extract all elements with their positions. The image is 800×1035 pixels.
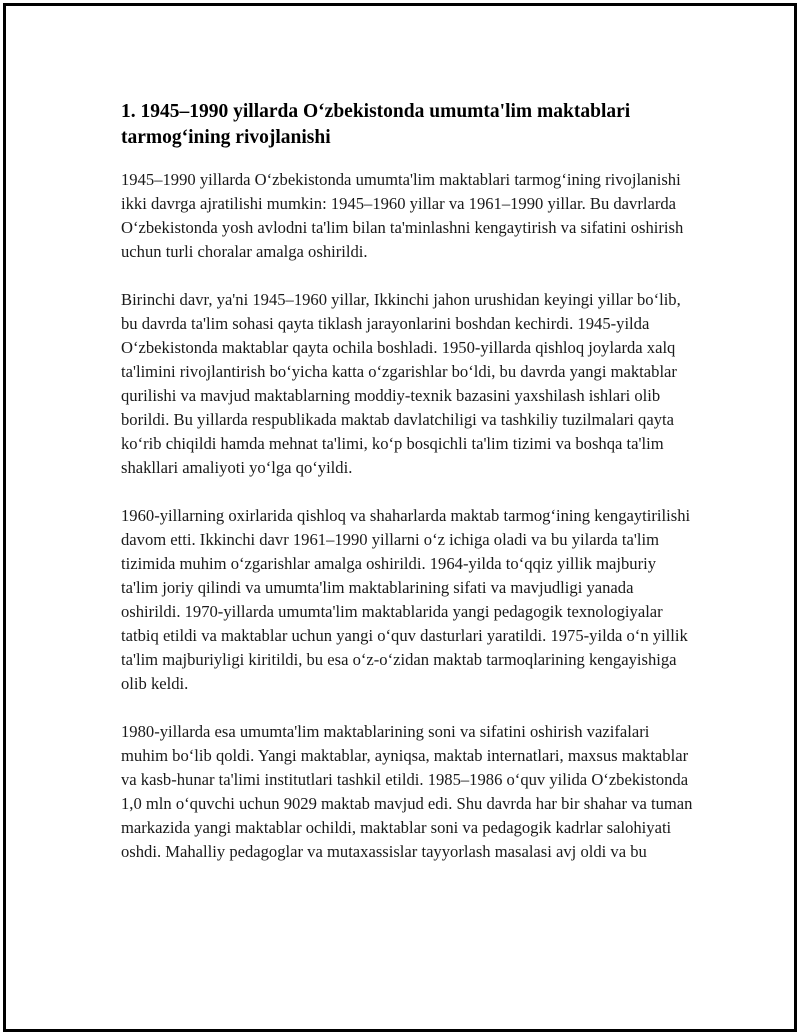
section-heading: 1. 1945–1990 yillarda O‘zbekistonda umumta'lim maktablari tarmog‘ining rivojlanishi: [121, 101, 631, 148]
document-body: [121, 99, 696, 888]
paragraph-intro: 1945–1990 yillarda O‘zbekistonda umumta'lim maktablari tarmog‘ining rivojlanishi ikki davrga ajratilishi mumkin: 1945–1960 yillar va 1961–1990 yillar. Bu davrlarda O‘zbekistonda yosh avlodni ta'lim bilan ta'minlashni kengaytirish va sifatini oshirish uchun turli choralar amalga oshirildi.: [121, 170, 684, 261]
paragraph-1980s: 1980-yillarda esa umumta'lim maktablarining soni va sifatini oshirish vazifalari muhim bo‘lib qoldi. Yangi maktablar, ayniqsa, maktab internatlari, maxsus maktablar va kasb-hunar ta'limi institutlari tashkil etildi. 1985–1986 o‘quv yilida O‘zbekistonda 1,0 mln o‘quvchi uchun 9029 maktab mavjud edi. Shu davrda har bir shahar va tuman markazida yangi maktablar ochildi, maktablar soni va pedagogik kadrlar salohiyati oshdi. Mahalliy pedagoglar va mutaxassislar tayyorlash masalasi avj oldi va bu: [121, 722, 693, 861]
page-frame: [3, 3, 797, 1032]
paragraph-first-period: Birinchi davr, ya'ni 1945–1960 yillar, Ikkinchi jahon urushidan keyingi yillar bo‘lib, bu davrda ta'lim sohasi qayta tiklash jarayonlarini boshdan kechirdi. 1945-yilda O‘zbekistonda maktablar qayta ochila boshladi. 1950-yillarda qishloq joylarda xalq ta'limini rivojlantirish bo‘yicha katta o‘zgarishlar bo‘ldi, bu davrda yangi maktablar qurilishi va mavjud maktablarning moddiy-texnik bazasini yaxshilash ishlari olib borildi. Bu yillarda respublikada maktab davlatchiligi va tashkiliy tuzilmalari qayta ko‘rib chiqildi hamda mehnat ta'limi, ko‘p bosqichli ta'lim tizimi va boshqa ta'lim shakllari amaliyoti yo‘lga qo‘yildi.: [121, 290, 681, 477]
paragraph-second-period: 1960-yillarning oxirlarida qishloq va shaharlarda maktab tarmog‘ining kengaytirilishi davom etti. Ikkinchi davr 1961–1990 yillarni o‘z ichiga oladi va bu yilarda ta'lim tizimida muhim o‘zgarishlar amalga oshirildi. 1964-yilda to‘qqiz yillik majburiy ta'lim joriy qilindi va umumta'lim maktablarining sifati va mavjudligi yanada oshirildi. 1970-yillarda umumta'lim maktablarida yangi pedagogik texnologiyalar tatbiq etildi va maktablar uchun yangi o‘quv dasturlari yaratildi. 1975-yilda o‘n yillik ta'lim majburiyligi kiritildi, bu esa o‘z-o‘zidan maktab tarmoqlarining kengayishiga olib keldi.: [121, 506, 691, 693]
